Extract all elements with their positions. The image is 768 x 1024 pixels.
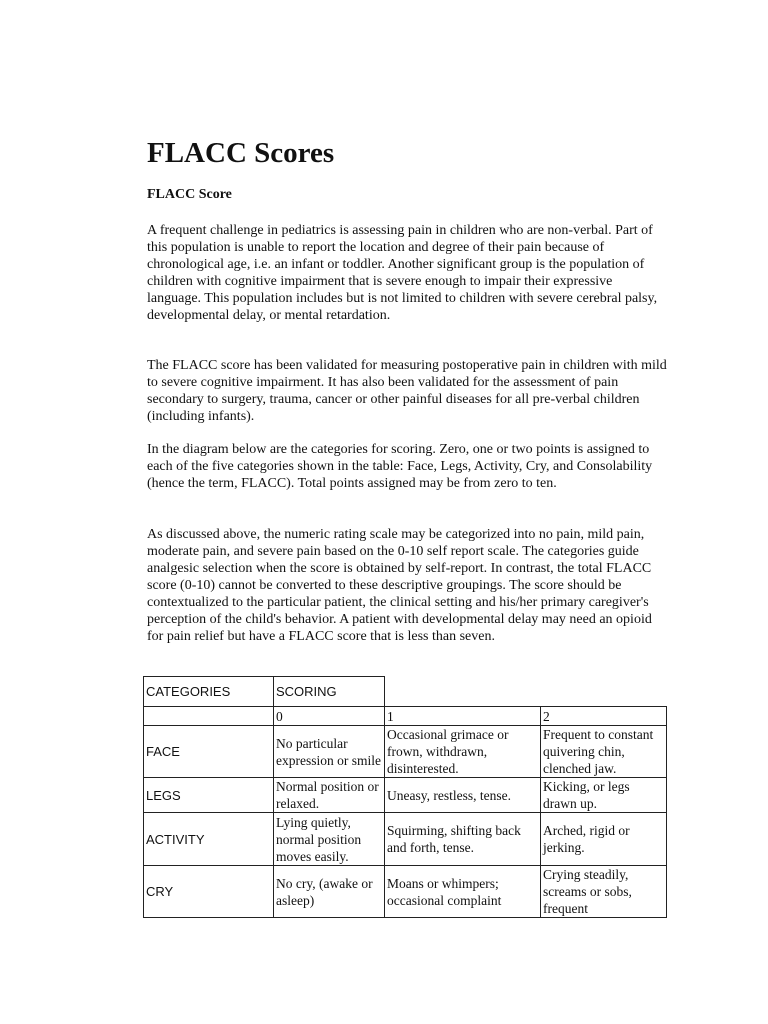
score-2-cell: Kicking, or legs drawn up. bbox=[541, 778, 667, 813]
score-1-cell: Occasional grimace or frown, withdrawn, disinterested. bbox=[385, 726, 541, 778]
score-0-cell: No particular expression or smile bbox=[274, 726, 385, 778]
scoring-header: SCORING bbox=[274, 677, 385, 707]
score-0-cell: Normal position or relaxed. bbox=[274, 778, 385, 813]
score-1-cell: Squirming, shifting back and forth, tense. bbox=[385, 813, 541, 866]
section-heading: FLACC Score bbox=[147, 187, 232, 202]
score-level-1: 1 bbox=[385, 707, 541, 726]
empty-cell bbox=[385, 677, 541, 707]
category-cell: CRY bbox=[144, 866, 274, 918]
score-level-row bbox=[144, 707, 667, 726]
score-2-cell: Arched, rigid or jerking. bbox=[541, 813, 667, 866]
table-row bbox=[144, 778, 667, 813]
category-cell: LEGS bbox=[144, 778, 274, 813]
rating-scale-paragraph: As discussed above, the numeric rating scale may be categorized into no pain, mild pain, moderate pain, and severe pain based on the 0-10 self report scale. The categories guide analgesic selection when the score is obtained by self-report. In contrast, the total FLACC score (0-10) cannot be converted to these descriptive groupings. The score should be contextualized to the particular patient, the clinical setting and his/her primary caregiver's perception of the child's behavior. A patient with developmental delay may need an opioid for pain relief but have a FLACC score that is less than seven. bbox=[147, 527, 652, 644]
intro-paragraph: A frequent challenge in pediatrics is assessing pain in children who are non-verbal. Part of this population is unable to report the location and degree of their pain because of chronological age, i.e. an infant or toddler. Another significant group is the population of children with cognitive impairment that is severe enough to impair their expressive language. This population includes but is not limited to children with severe cerebral palsy, developmental delay, or mental retardation. bbox=[147, 223, 658, 323]
score-0-cell: Lying quietly, normal position moves easily. bbox=[274, 813, 385, 866]
score-2-cell: Crying steadily, screams or sobs, frequent bbox=[541, 866, 667, 918]
score-2-cell: Frequent to constant quivering chin, clenched jaw. bbox=[541, 726, 667, 778]
category-cell: FACE bbox=[144, 726, 274, 778]
categories-paragraph: In the diagram below are the categories for scoring. Zero, one or two points is assigned to each of the five categories shown in the table: Face, Legs, Activity, Cry, and Consolability (hence the term, FLACC). Total points assigned may be from zero to ten. bbox=[147, 442, 653, 491]
validation-paragraph: The FLACC score has been validated for measuring postoperative pain in children with mild to severe cognitive impairment. It has also been validated for the assessment of pain secondary to surgery, trauma, cancer or other painful diseases for all pre-verbal children (including infants). bbox=[147, 358, 667, 424]
score-0-cell: No cry, (awake or asleep) bbox=[274, 866, 385, 918]
table-row bbox=[144, 726, 667, 778]
table-row bbox=[144, 866, 667, 918]
score-1-cell: Moans or whimpers; occasional complaint bbox=[385, 866, 541, 918]
flacc-scoring-table bbox=[143, 676, 667, 918]
score-1-cell: Uneasy, restless, tense. bbox=[385, 778, 541, 813]
score-level-0: 0 bbox=[274, 707, 385, 726]
empty-cell bbox=[541, 677, 667, 707]
table-row bbox=[144, 813, 667, 866]
score-level-2: 2 bbox=[541, 707, 667, 726]
page-title: FLACC Scores bbox=[147, 137, 335, 169]
categories-header: CATEGORIES bbox=[144, 677, 274, 707]
table-header-row bbox=[144, 677, 667, 707]
empty-cell bbox=[144, 707, 274, 726]
category-cell: ACTIVITY bbox=[144, 813, 274, 866]
